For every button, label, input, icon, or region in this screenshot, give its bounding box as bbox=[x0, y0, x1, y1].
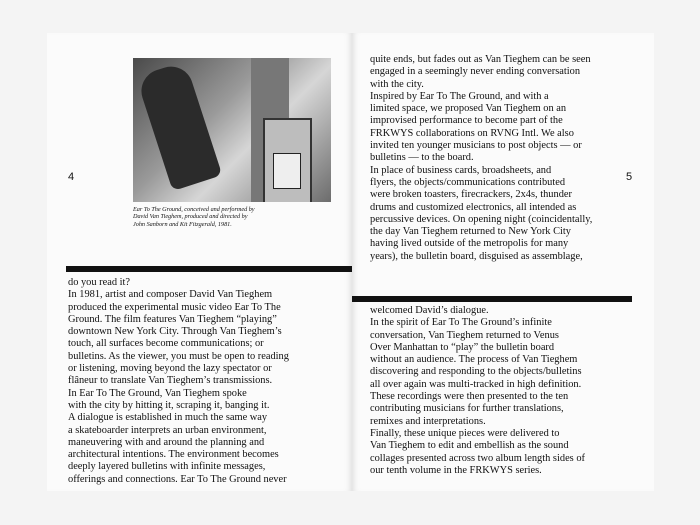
text-line: In place of business cards, broadsheets, and bbox=[370, 164, 552, 176]
text-line: offerings and connections. Ear To The Ground never bbox=[68, 473, 287, 485]
text-line: Over Manhattan to “play” the bulletin board bbox=[370, 341, 555, 353]
caption-line: David Van Tieghem, produced and directed by bbox=[133, 213, 248, 221]
page-number-right: 5 bbox=[626, 171, 633, 183]
text-line: welcomed David’s dialogue. bbox=[370, 305, 489, 316]
text-line: FRKWYS collaborations on RVNG Intl. We also bbox=[370, 127, 574, 139]
text-line: deeply layered bulletins with infinite messages, bbox=[68, 461, 266, 473]
text-line: were broken toasters, firecrackers, 2x4s, thunder bbox=[370, 189, 572, 201]
text-line: the day Van Tieghem returned to New York City bbox=[370, 226, 571, 238]
text-line: In 1981, artist and composer David Van Tieghem bbox=[68, 289, 273, 301]
page-number-left: 4 bbox=[68, 171, 75, 183]
text-line: Ground. The film features Van Tieghem “playing” bbox=[68, 313, 277, 325]
text-line: Van Tieghem to edit and embellish as the sound bbox=[370, 440, 569, 452]
text-line: or listening, moving beyond the lazy spectator or bbox=[68, 363, 272, 375]
text-line: bulletins. As the viewer, you must be open to reading bbox=[68, 350, 289, 362]
right-page bbox=[352, 33, 654, 491]
right-top-text bbox=[370, 54, 592, 263]
text-line: having lived outside of the metropolis for many bbox=[370, 238, 569, 250]
left-page bbox=[47, 33, 352, 491]
text-line: Finally, these unique pieces were delivered to bbox=[370, 427, 560, 439]
text-line: improvised performance to become part of the bbox=[370, 115, 563, 127]
text-line: contributing musicians for further translations, bbox=[370, 403, 564, 415]
text-line: downtown New York City. Through Van Tieghem’s bbox=[68, 326, 282, 338]
caption-line: Ear To The Ground, conceived and performed by bbox=[133, 206, 255, 213]
text-line: flâneur to translate Van Tieghem’s transmissions. bbox=[68, 375, 273, 387]
photo-performer-figure bbox=[136, 61, 223, 191]
text-line: do you read it? bbox=[68, 277, 131, 288]
text-line: maneuvering with and around the planning and bbox=[68, 436, 265, 448]
text-line: remixes and interpretations. bbox=[370, 415, 486, 427]
text-line: our tenth volume in the FRKWYS series. bbox=[370, 464, 542, 476]
text-line: A dialogue is established in much the same way bbox=[68, 412, 268, 424]
text-line: invited ten younger musicians to post objects — or bbox=[370, 140, 582, 152]
text-line: percussive devices. On opening night (coincidentally, bbox=[370, 213, 593, 225]
text-line: In Ear To The Ground, Van Tieghem spoke bbox=[68, 387, 247, 399]
text-line: with the city by hitting it, scraping it, banging it. bbox=[68, 399, 270, 411]
right-bottom-text bbox=[370, 305, 585, 477]
left-body-text bbox=[68, 277, 289, 486]
section-rule-left bbox=[66, 266, 352, 272]
text-line: limited space, we proposed Van Tieghem on an bbox=[370, 103, 567, 115]
text-line: architectural intentions. The environment becomes bbox=[68, 449, 279, 461]
text-line: Inspired by Ear To The Ground, and with a bbox=[370, 90, 549, 102]
text-line: engaged in a seemingly never ending conversation bbox=[370, 66, 581, 78]
text-line: touch, all surfaces become communications; or bbox=[68, 338, 264, 350]
text-line: bulletins — to the board. bbox=[370, 152, 474, 164]
text-line: all over again was multi-tracked in high definition. bbox=[370, 378, 582, 390]
text-line: flyers, the objects/communications contributed bbox=[370, 176, 566, 188]
text-line: without an audience. The process of Van Tieghem bbox=[370, 354, 578, 366]
text-line: In the spirit of Ear To The Ground’s infinite bbox=[370, 317, 552, 329]
text-line: conversation, Van Tieghem returned to Venus bbox=[370, 329, 559, 341]
photo-sign bbox=[273, 153, 301, 189]
text-line: These recordings were then presented to the ten bbox=[370, 391, 569, 403]
caption-line: John Sanborn and Kit Fitzgerald, 1981. bbox=[133, 220, 232, 228]
text-line: collages presented across two album length sides of bbox=[370, 452, 585, 464]
text-line: quite ends, but fades out as Van Tieghem can be seen bbox=[370, 54, 591, 65]
section-rule-right bbox=[352, 296, 632, 302]
street-performance-photo bbox=[133, 58, 331, 202]
text-line: drums and customized electronics, all intended as bbox=[370, 201, 577, 213]
photo-caption bbox=[133, 206, 333, 228]
text-line: a skateboarder interprets an urban environment, bbox=[68, 424, 267, 436]
text-line: with the city. bbox=[370, 78, 424, 90]
text-line: discovering and responding to the objects/bulletins bbox=[370, 366, 582, 378]
text-line: produced the experimental music video Ear To The bbox=[68, 301, 281, 313]
text-line: years), the bulletin board, disguised as assemblage, bbox=[370, 250, 583, 262]
